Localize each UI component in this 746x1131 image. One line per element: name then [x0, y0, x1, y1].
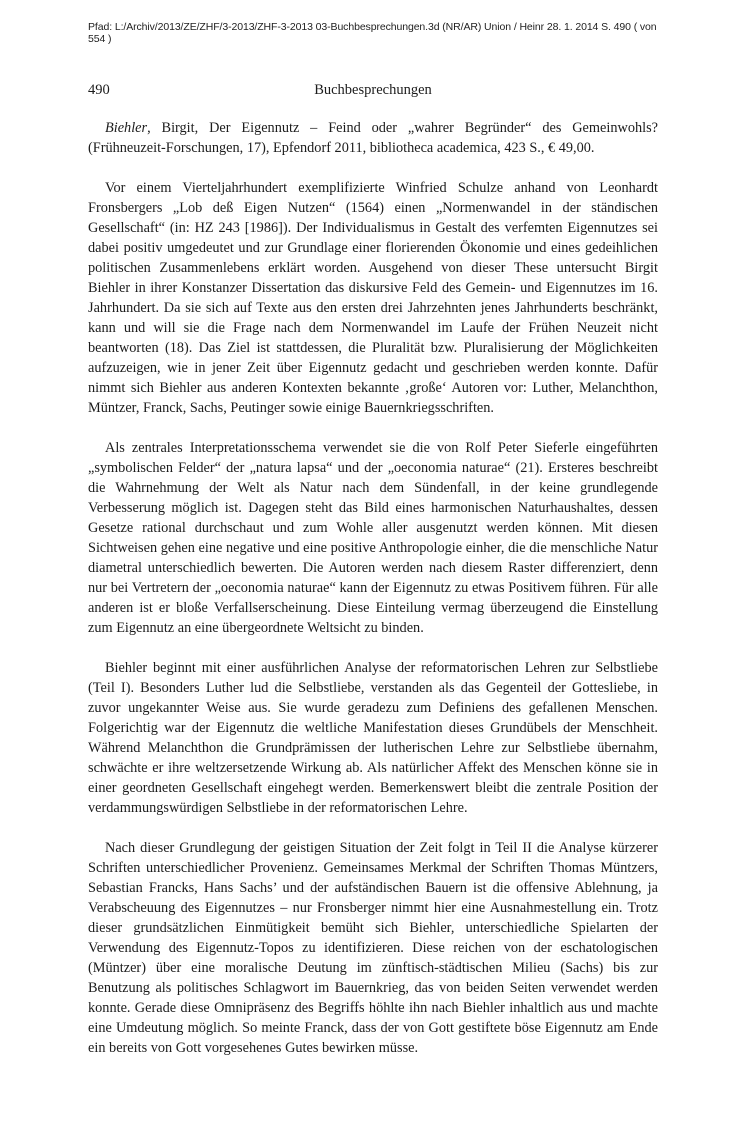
paragraph: Als zentrales Interpretationsschema verwendet sie die von Rolf Peter Sieferle eingeführten „symbolischen Felder“ der „natura lapsa“ und der „oeconomia naturae“ (21). Ersteres beschreibt die Wahrnehmung der Welt als Natur nach dem Sündenfall, in der keine grundlegende Verbesserung möglich ist. Dagegen steht das Bild eines harmonischen Naturhaushaltes, dessen Gesetze rational durchschaut und zum Wohle aller ausgenutzt werden können. Mit diesen Sichtweisen gehen eine negative und eine positive Anthropologie einher, die die menschliche Natur diametral unterschiedlich bewerten. Die Autoren werden nach diesem Raster differenziert, denn nur bei Vertretern der „oeconomia naturae“ kann der Eigennutz zu etwas Positivem führen. Für alle anderen ist er bloße Verfallserscheinung. Diese Einteilung vermag überzeugend die Einstellung zum Eigennutz an eine übergeordnete Weltsicht zu binden.	[88, 440, 658, 636]
citation-details: , Birgit, Der Eigennutz – Feind oder „wahrer Begründer“ des Gemeinwohls? (Frühneuzeit-Forschungen, 17), Epfendorf 2011, bibliotheca academica, 423 S., € 49,00.	[88, 120, 658, 156]
page-header	[88, 82, 658, 102]
book-citation	[88, 118, 658, 158]
paragraph: Nach dieser Grundlegung der geistigen Situation der Zeit folgt in Teil II die Analyse kürzerer Schriften unterschiedlicher Provenienz. Gemeinsames Merkmal der Schriften Thomas Müntzers, Sebastian Francks, Hans Sachs’ und der aufständischen Bauern ist die offensive Ablehnung, ja Verabscheuung des Eigennutzes – nur Fronsberger nimmt hier eine Ausnahmestellung ein. Trotz dieser grundsätzlichen Einmütigkeit bemüht sich Biehler, unterschiedliche Spielarten der Verwendung des Eigennutz-Topos zu identifizieren. Diese reichen von der eschatologischen (Müntzer) über eine moralische Deutung im zünftisch-städtischen Milieu (Sachs) bis zur Benutzung als politisches Schlagwort im Bauernkrieg, das von beiden Seiten verwendet werden konnte. Gerade diese Omnipräsenz des Begriffs höhlte ihn nach Biehler inhaltlich aus und machte eine Umdeutung möglich. So meinte Franck, dass der von Gott gestiftete böse Eigennutz am Ende ein bereits von Gott vorgesehenes Gutes bewirken müsse.	[88, 840, 658, 1056]
citation-author: Biehler	[105, 120, 148, 136]
page-number: 490	[88, 82, 110, 98]
running-title: Buchbesprechungen	[314, 82, 432, 98]
paragraph: Biehler beginnt mit einer ausführlichen Analyse der reformatorischen Lehren zur Selbstliebe (Teil I). Besonders Luther lud die Selbstliebe, verstanden als das Gegenteil der Gottesliebe, in zuvor ungekannter Weise aus. Sie wurde geradezu zum Definiens des gefallenen Menschen. Folgerichtig war der Eigennutz die weltliche Manifestation dieses Grundübels der Menschheit. Während Melanchthon die Grundprämissen der lutherischen Lehre zur Selbstliebe übernahm, schwächte er ihre weltzersetzende Wirkung ab. Als natürlicher Affekt des Menschen könne sie in einer geordneten Gesellschaft eingehegt werden. Bemerkenswert bleibt die zentrale Position der verdammungswürdigen Selbstliebe in der reformatorischen Lehre.	[88, 660, 658, 816]
review-body	[88, 118, 658, 1058]
paragraph: Vor einem Vierteljahrhundert exemplifizierte Winfried Schulze anhand von Leonhardt Fronsbergers „Lob deß Eigen Nutzen“ (1564) einen „Normenwandel in der ständischen Gesellschaft“ (in: HZ 243 [1986]). Der Individualismus in Gestalt des verfemten Eigennutzes sei dabei positiv umgedeutet und zur Grundlage einer florierenden Ökonomie und eines gedeihlichen politischen Zusammenlebens erklärt worden. Ausgehend von dieser These untersucht Birgit Biehler in ihrer Konstanzer Dissertation das diskursive Feld des Gemein- und Eigennutzes im 16. Jahrhundert. Da sie sich auf Texte aus den ersten drei Jahrzehnten jenes Jahrhunderts beschränkt, kann und will sie die Frage nach dem Normenwandel im Laufe der Frühen Neuzeit nicht beantworten (18). Das Ziel ist stattdessen, die Pluralität bzw. Pluralisierung der Möglichkeiten aufzuzeigen, wie in jener Zeit über Eigennutz gedacht und geschrieben werden konnte. Dafür nimmt sich Biehler aus anderen Kontexten bekannte ‚große‘ Autoren vor: Luther, Melanchthon, Müntzer, Franck, Sachs, Peutinger sowie einige Bauernkriegsschriften.	[88, 180, 658, 416]
file-path-line: Pfad: L:/Archiv/2013/ZE/ZHF/3-2013/ZHF-3-2013 03-Buchbesprechungen.3d (NR/AR) Union / Heinr 28. 1. 2014 S. 490 ( von 554 )	[88, 21, 657, 45]
